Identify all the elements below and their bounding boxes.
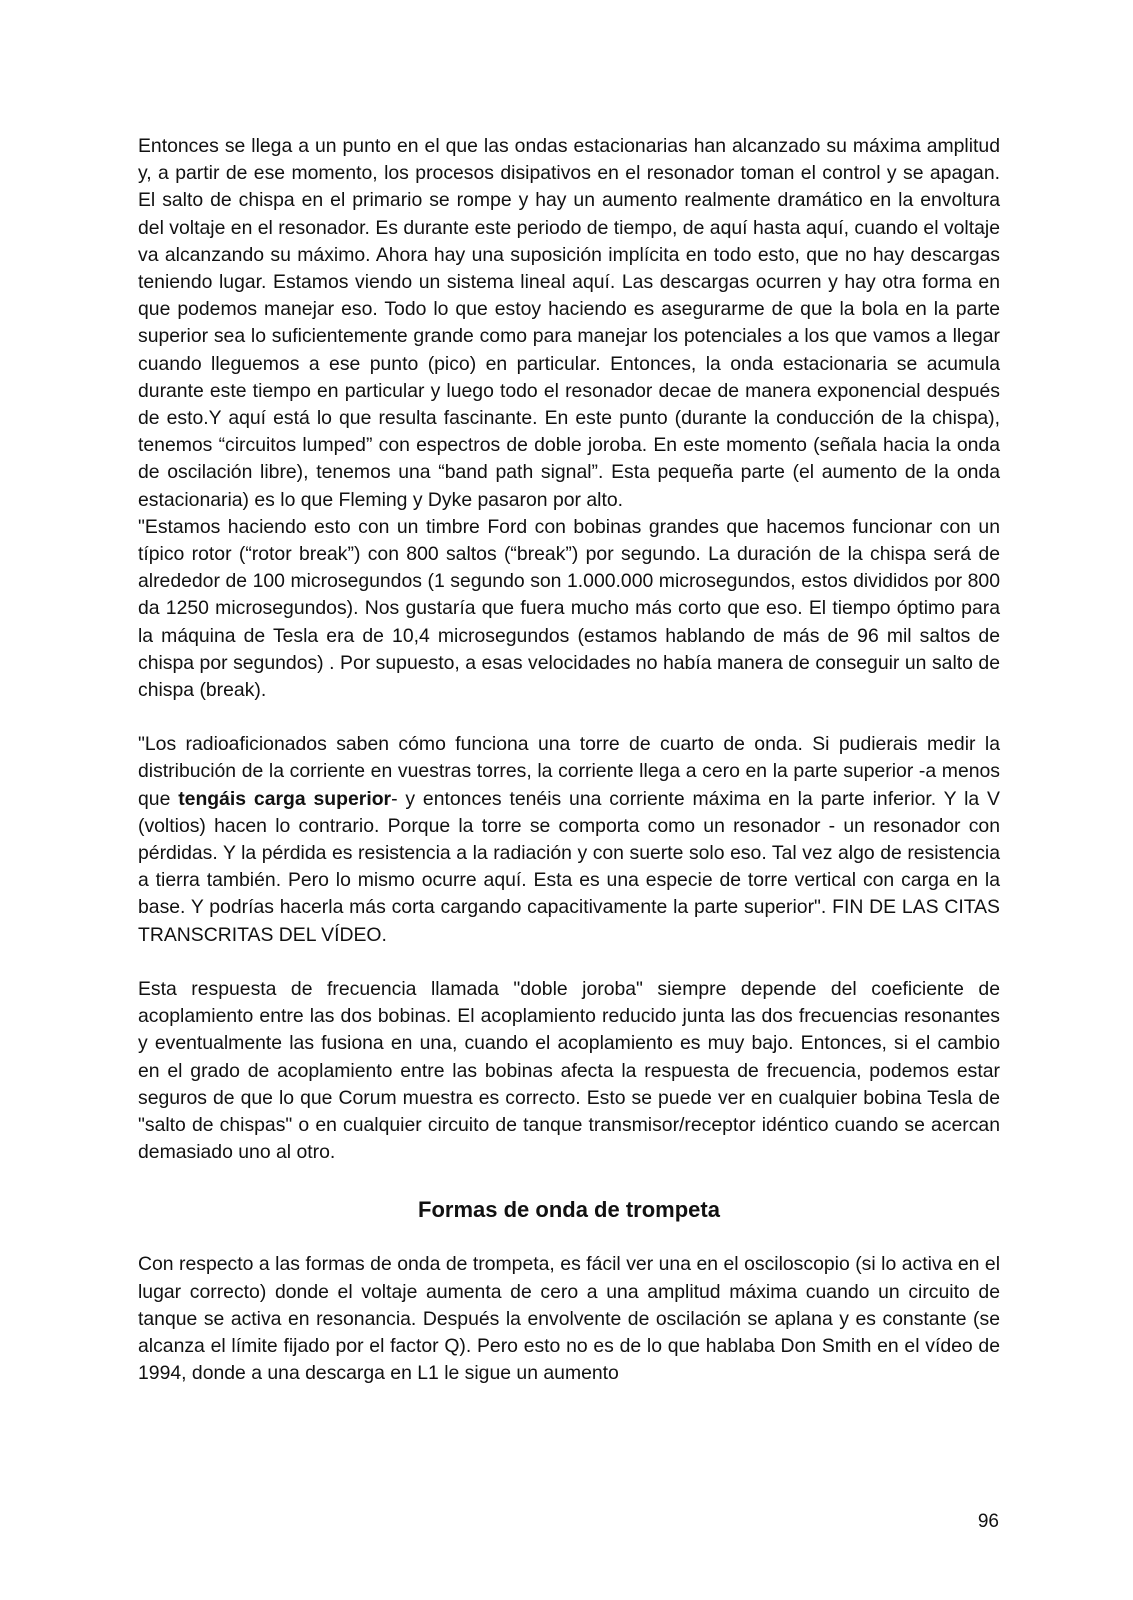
paragraph-radio-tower-text-start: "Los radioaficionados saben cómo funciona una torre de cuarto de onda. Si pudierais medir la distribución de la corriente en vuestras torres, la corriente llega a cero en la parte superior -a menos que (138, 733, 1000, 810)
paragraph-standing-waves: Entonces se llega a un punto en el que las ondas estacionarias han alcanzado su máxima amplitud y, a partir de ese momento, los procesos disipativos en el resonador toman el control y se apagan. El salto de chispa en el primario se rompe y hay un aumento realmente dramático en la envoltura del voltaje en el resonador. Es durante este periodo de tiempo, de aquí hasta aquí, cuando el voltaje va alcanzando su máximo. Ahora hay una suposición implícita en todo esto, que no hay descargas teniendo lugar. Estamos viendo un sistema lineal aquí. Las descargas ocurren y hay otra forma en que podemos manejar eso. Todo lo que estoy haciendo es asegurarme de que la bola en la parte superior sea lo suficientemente grande como para manejar los potenciales a los que vamos a llegar cuando lleguemos a ese punto (pico) en particular. Entonces, la onda estacionaria se acumula durante este tiempo en particular y luego todo el resonador decae de manera exponencial después de esto.Y aquí está lo que resulta fascinante. En este punto (durante la conducción de la chispa), tenemos “circuitos lumped” con espectros de doble joroba. En este momento (señala hacia la onda de oscilación libre), tenemos una “band path signal”. Esta pequeña parte (el aumento de la onda estacionaria) es lo que Fleming y Dyke pasaron por alto. (138, 135, 1000, 511)
page-body (138, 133, 1000, 1387)
page-number: 96 (977, 1511, 999, 1532)
paragraph-radio-tower-quote (138, 731, 1000, 949)
paragraph-double-hump: Esta respuesta de frecuencia llamada "doble joroba" siempre depende del coeficiente de acoplamiento entre las dos bobinas. El acoplamiento reducido junta las dos frecuencias resonantes y eventualmente las fusiona en una, cuando el acoplamiento es muy bajo. Entonces, si el cambio en el grado de acoplamiento entre las bobinas afecta la respuesta de frecuencia, podemos estar seguros de que lo que Corum muestra es correcto. Esto se puede ver en cualquier bobina Tesla de "salto de chispas" o en cualquier circuito de tanque transmisor/receptor idéntico cuando se acercan demasiado uno al otro. (138, 977, 1000, 1164)
paragraph-trumpet-waveforms: Con respecto a las formas de onda de trompeta, es fácil ver una en el osciloscopio (si lo activa en el lugar correcto) donde el voltaje aumenta de cero a una amplitud máxima cuando un circuito de tanque se activa en resonancia. Después la envolvente de oscilación se aplana y es constante (se alcanza el límite fijado por el factor Q). Pero esto no es de lo que hablaba Don Smith en el vídeo de 1994, donde a una descarga en L1 le sigue un aumento (138, 1253, 1000, 1385)
paragraph-ford-coil-quote: "Estamos haciendo esto con un timbre Ford con bobinas grandes que hacemos funcionar con un típico rotor (“rotor break”) con 800 saltos (“break”) por segundo. La duración de la chispa será de alrededor de 100 microsegundos (1 segundo son 1.000.000 microsegundos, estos divididos por 800 da 1250 microsegundos). Nos gustaría que fuera mucho más corto que eso. El tiempo óptimo para la máquina de Tesla era de 10,4 microsegundos (estamos hablando de más de 96 mil saltos de chispa por segundos) . Por supuesto, a esas velocidades no había manera de conseguir un salto de chispa (break). (138, 515, 1000, 702)
section-heading: Formas de onda de trompeta (418, 1197, 720, 1223)
paragraph-radio-tower-text-end: - y entonces tenéis una corriente máxima en la parte inferior. Y la V (voltios) hacen lo contrario. Porque la torre se comporta como un resonador - un resonador con pérdidas. Y la pérdida es resistencia a la radiación y con suerte solo eso. Tal vez algo de resistencia a tierra también. Pero lo mismo ocurre aquí. Esta es una especie de torre vertical con carga en la base. Y podrías hacerla más corta cargando capacitivamente la parte superior". FIN DE LAS CITAS TRANSCRITAS DEL VÍDEO. (138, 787, 1000, 946)
paragraph-radio-tower-bold: tengáis carga superior (178, 787, 392, 810)
